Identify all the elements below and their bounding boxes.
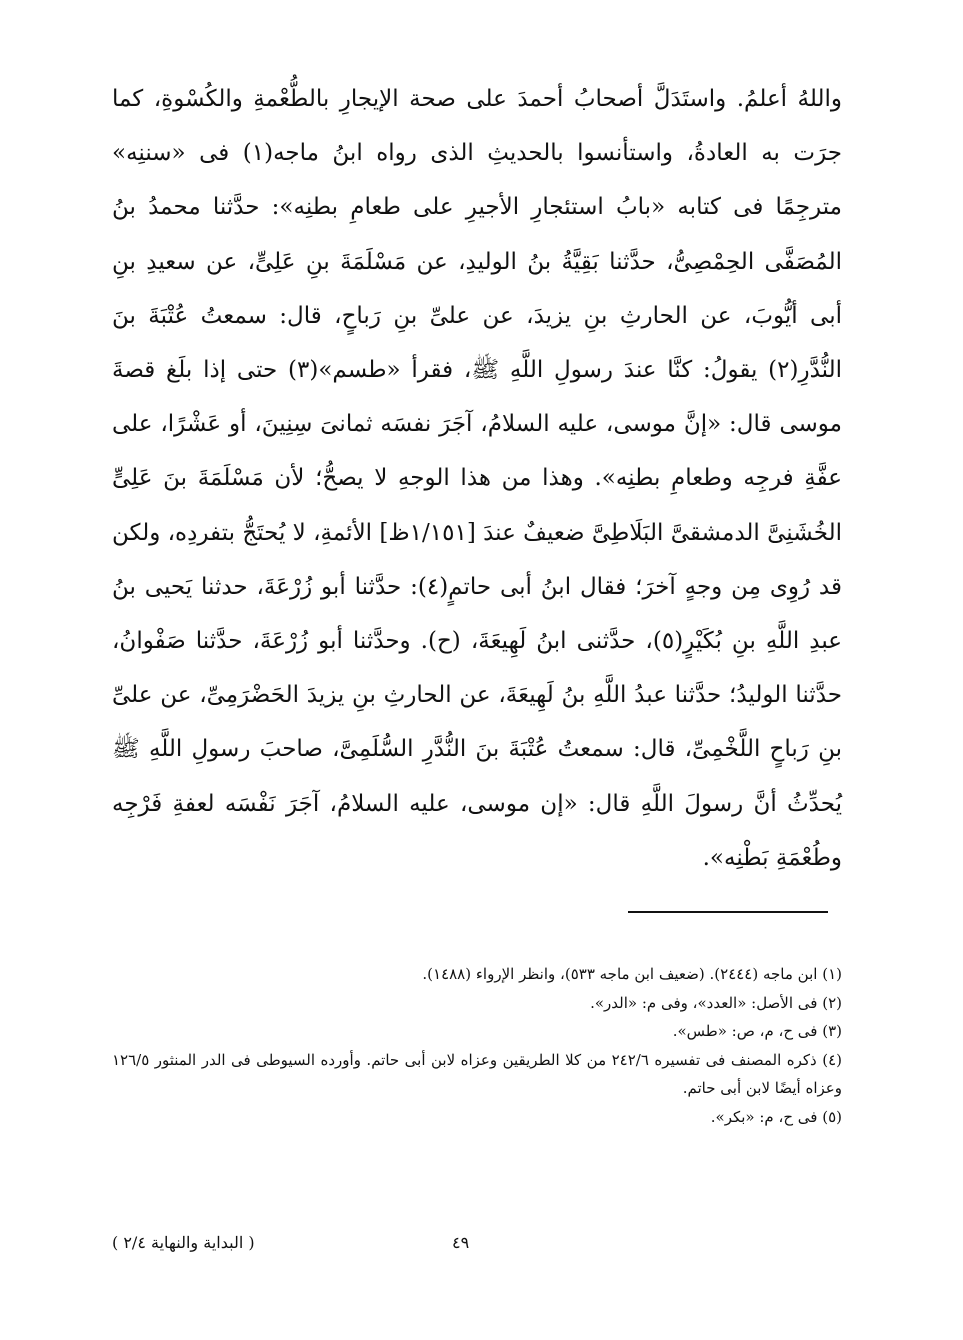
footnotes xyxy=(112,960,842,1131)
page-footer xyxy=(0,1233,963,1263)
main-paragraph: واللهُ أعلمُ. واستَدَلَّ أصحابُ أحمدَ على صحة الإيجارِ بالطُّعْمةِ والكُسْوةِ، كما جرَت به العادةُ، واستأنسوا بالحديثِ الذى رواه ابنُ ماجه(١) فى «سننِه» مترجِمًا فى كتابه «بابُ استئجارِ الأجيرِ على طعامِ بطنِه»: حدَّثنا محمدُ بنُ المُصَفَّى الحِمْصِىُّ، حدَّثنا بَقِيَّةُ بنُ الوليدِ، عن مَسْلَمَةَ بنِ عَلِىٍّ، عن سعيدِ بنِ أبى أيُّوبَ، عن الحارثِ بنِ يزيدَ، عن علىِّ بنِ رَباحٍ، قال: سمعتُ عُتْبَةَ بنَ النُّدَّرِ(٢) يقولُ: كنَّا عندَ رسولِ اللَّهِ ﷺ، فقرأ «طسم»(٣) حتى إذا بلَغ قصةَ موسى قال: «إنَّ موسى، عليه السلامُ، آجَرَ نفسَه ثمانىَ سِنِينَ، أو عَشْرًا، على عفَّةِ فرجِه وطعامِ بطنِه». وهذا من هذا الوجهِ لا يصحُّ؛ لأن مَسْلَمَةَ بنَ عَلِىٍّ الخُشَنِىَّ الدمشقىَّ البَلَاطِىَّ ضعيفٌ عندَ [١/١٥١ظ] الأئمةِ، لا يُحتَجُّ بتفردِه، ولكن قد رُوِى مِن وجهٍ آخرَ؛ فقال ابنُ أبى حاتمٍ(٤): حدَّثنا أبو زُرْعَةَ، حدثنا يَحيى بنُ عبدِ اللَّهِ بنِ بُكَيْرٍ(٥)، حدَّثنى ابنُ لَهِيعَةَ، (ح). وحدَّثنا أبو زُرْعَةَ، حدَّثنا صَفْوانُ، حدَّثنا الوليدُ؛ حدَّثنا عبدُ اللَّهِ بنُ لَهِيعَةَ، عن الحارثِ بنِ يزيدَ الحَضْرَمِىِّ، عن علىِّ بنِ رَباحٍ اللَّخْمِىِّ، قال: سمعتُ عُتْبَةَ بنَ النُّدَّرِ السُّلَمِىَّ، صاحبَ رسولِ اللَّهِ ﷺ يُحدِّثُ أنَّ رسولَ اللَّهِ قال: «إن موسى، عليه السلامُ، آجَرَ نَفْسَه لعفةِ فَرْجِه وطُعْمَةِ بَطْنِه». xyxy=(112,86,842,871)
footnote-2: (٢) فى الأصل: «العدد»، وفى م: «الدر». xyxy=(590,993,842,1012)
footnote-1: (١) ابن ماجه (٢٤٤٤). (ضعيف ابن ماجه ٥٣٣)، وانظر الإرواء (١٤٨٨). xyxy=(422,965,842,983)
footnote-separator xyxy=(628,911,828,913)
footnote-4: (٤) ذكره المصنف فى تفسيره ٢٤٢/٦ من كلا الطريقين وعزاه لابن أبى حاتم. وأورده السيوطى فى الدر المنثور ١٢٦/٥ وعزاه أيضًا لابن أبى حاتم. xyxy=(112,1050,842,1097)
book-reference: ( البداية والنهاية ٢/٤ ) xyxy=(112,1233,255,1252)
footnote-3: (٣) فى ح، م، ص: «طس». xyxy=(672,1022,842,1040)
page-number: ٤٩ xyxy=(452,1233,470,1252)
footnote-5: (٥) فى ح، م: «بكر». xyxy=(710,1107,842,1126)
main-body-text xyxy=(112,72,842,885)
